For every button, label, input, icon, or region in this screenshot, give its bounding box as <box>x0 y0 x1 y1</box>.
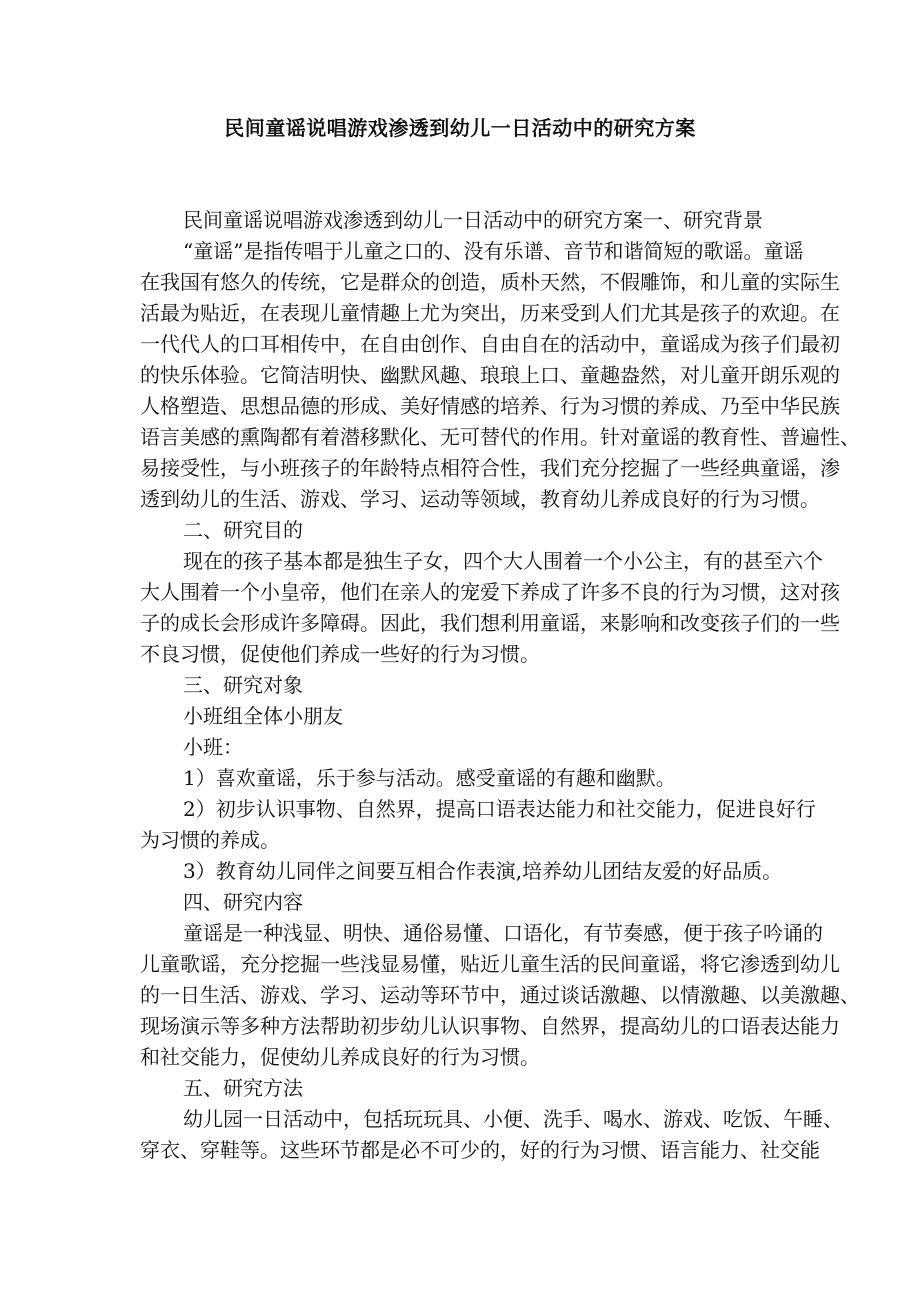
text-line: “童谣”是指传唱于儿童之口的、没有乐谱、音节和谐简短的歌谣。童谣 <box>183 239 804 263</box>
text-line: 童谣是一种浅显、明快、通俗易懂、口语化，有节奏感，便于孩子吟诵的 <box>183 921 823 945</box>
text-line: 3）教育幼儿同伴之间要互相合作表演,培养幼儿团结友爱的好品质。 <box>183 859 783 883</box>
text-line: 人格塑造、思想品德的形成、美好情感的培养、行为习惯的养成、乃至中华民族 <box>140 394 840 418</box>
text-line: 小班组全体小朋友 <box>183 704 343 728</box>
document-body <box>140 205 860 1166</box>
paragraph <box>140 205 785 236</box>
text-line: 子的成长会形成许多障碍。因此，我们想利用童谣，来影响和改变孩子们的一些 <box>140 611 840 635</box>
text-line: 的快乐体验。它简洁明快、幽默风趣、琅琅上口、童趣盎然，对儿童开朗乐观的 <box>140 363 840 387</box>
paragraph <box>140 546 840 670</box>
text-line: 三、研究对象 <box>183 673 303 697</box>
text-line: 和社交能力，促使幼儿养成良好的行为习惯。 <box>140 1045 540 1069</box>
text-line: 五、研究方法 <box>183 1076 303 1100</box>
text-line: 透到幼儿的生活、游戏、学习、运动等领域，教育幼儿养成良好的行为习惯。 <box>140 487 820 511</box>
text-line: 活最为贴近，在表现儿童情趣上尤为突出，历来受到人们尤其是孩子的欢迎。在 <box>140 301 840 325</box>
text-line: 2）初步认识事物、自然界，提高口语表达能力和社交能力，促进良好行 <box>183 797 816 821</box>
text-line: 易接受性，与小班孩子的年龄特点相符合性，我们充分挖掘了一些经典童谣，渗 <box>140 456 840 480</box>
text-line: 的一日生活、游戏、学习、运动等环节中，通过谈话激趣、以情激趣、以美激趣、 <box>140 983 860 1007</box>
paragraph <box>140 887 785 918</box>
paragraph <box>140 515 785 546</box>
text-line: 在我国有悠久的传统，它是群众的创造，质朴天然，不假雕饰，和儿童的实际生 <box>140 270 840 294</box>
text-line: 四、研究内容 <box>183 890 303 914</box>
paragraph <box>140 918 860 1073</box>
paragraph <box>140 732 785 763</box>
paragraph <box>140 670 785 701</box>
paragraph <box>140 701 785 732</box>
text-line: 现在的孩子基本都是独生子女，四个大人围着一个小公主，有的甚至六个 <box>183 549 823 573</box>
text-line: 大人围着一个小皇帝，他们在亲人的宠爱下养成了许多不良的行为习惯，这对孩 <box>140 580 840 604</box>
text-line: 一代代人的口耳相传中，在自由创作、自由自在的活动中，童谣成为孩子们最初 <box>140 332 840 356</box>
text-line: 儿童歌谣，充分挖掘一些浅显易懂，贴近儿童生活的民间童谣，将它渗透到幼儿 <box>140 952 840 976</box>
text-line: 民间童谣说唱游戏渗透到幼儿一日活动中的研究方案一、研究背景 <box>183 208 763 232</box>
text-line: 不良习惯，促使他们养成一些好的行为习惯。 <box>140 642 540 666</box>
paragraph <box>140 763 785 794</box>
document-title: 民间童谣说唱游戏渗透到幼儿一日活动中的研究方案 <box>224 116 696 140</box>
paragraph <box>140 1104 843 1166</box>
text-line: 穿衣、穿鞋等。这些环节都是必不可少的，好的行为习惯、语言能力、社交能 <box>140 1138 820 1162</box>
text-line: 为习惯的养成。 <box>140 828 280 852</box>
text-line: 语言美感的熏陶都有着潜移默化、无可替代的作用。针对童谣的教育性、普遍性、 <box>140 425 860 449</box>
text-line: 二、研究目的 <box>183 518 303 542</box>
paragraph <box>140 236 860 515</box>
paragraph <box>140 856 785 887</box>
paragraph <box>140 794 816 856</box>
text-line: 幼儿园一日活动中，包括玩玩具、小便、洗手、喝水、游戏、吃饭、午睡、 <box>183 1107 843 1131</box>
text-line: 小班： <box>183 735 243 759</box>
text-line: 现场演示等多种方法帮助初步幼儿认识事物、自然界，提高幼儿的口语表达能力 <box>140 1014 840 1038</box>
paragraph <box>140 1073 785 1104</box>
text-line: 1）喜欢童谣，乐于参与活动。感受童谣的有趣和幽默。 <box>183 766 676 790</box>
